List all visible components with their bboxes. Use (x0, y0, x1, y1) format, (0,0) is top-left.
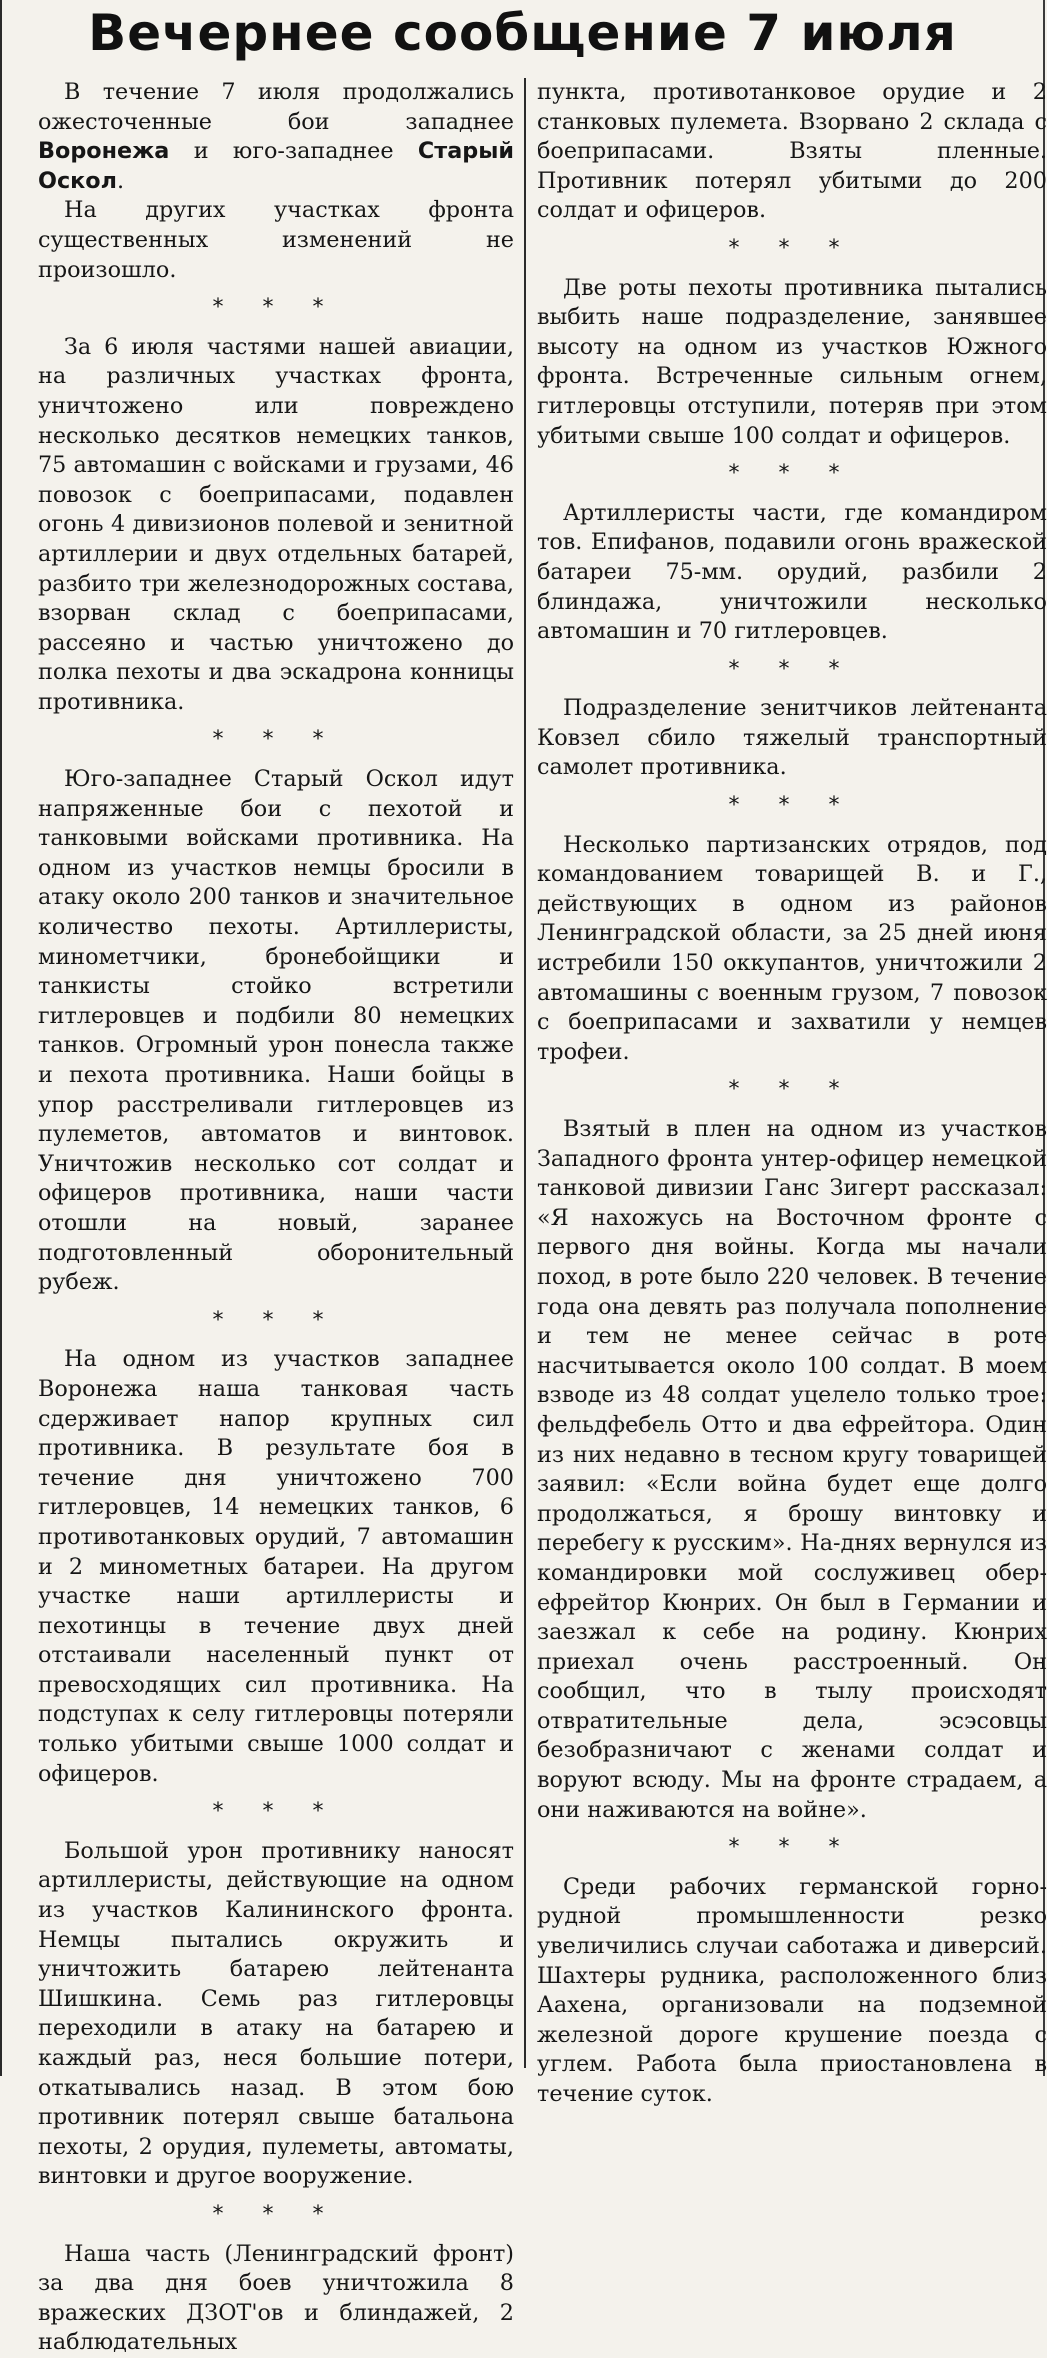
separator-stars: * * * (728, 656, 856, 682)
paragraph-stary-oskol: Юго-западнее Старый Оскол идут напряженные бои с пехотой и танковыми войсками противника. На одном из участков немцы бросили в атаку около 200 танков и значительное количество пехоты. Артиллеристы, минометчики, бронебойщики и танкисты стойко встретили гитлеровцев и подбили 80 немецких танков. Огромный урон понесла также и пехота противника. Наши бойцы в упор расстреливали гитлеровцев из пулеметов, автоматов и винтовок. Уничтожив несколько сот солдат и офицеров противника, наши части отошли на новый, заранее подготовленный оборонительный рубеж. (38, 766, 514, 1296)
paragraph-prisoner-testimony: Взятый в плен на одном из участков Западного фронта унтер-офицер немецкой танковой дивизии Ганс Зигерт рассказал: «Я нахожусь на Восточном фронте с первого дня войны. Когда мы начали поход, в роте было 220 человек. В течение года она девять раз получала пополнение и тем не менее сейчас в роте насчитывается около 100 солдат. В моем взводе из 48 солдат уцелело только трое: фельдфебель Отто и два ефрейтора. Один из них недавно в тесном кругу товарищей заявил: «Если война будет еще долго продолжаться, я брошу винтовку и перебегу к русским». На-днях вернулся из командировки мой сослуживец обер-ефрейтор Кюнрих. Он был в Германии и заезжал к себе на родину. Кюнрих приехал очень расстроенный. Он сообщил, что в тылу происходят отвратительные дела, эсэсовцы безобразничают с женами солдат и воруют всюду. Мы на фронте страдаем, а они наживаются на войне». (537, 1116, 1047, 1823)
separator-stars: * * * (728, 235, 856, 261)
right-column (537, 78, 1047, 2107)
left-column (38, 78, 514, 2356)
paragraph-no-changes: На других участках фронта существенных изменений не произошло. (38, 197, 514, 283)
separator-stars: * * * (728, 1077, 856, 1103)
separator-stars: * * * (212, 1307, 340, 1333)
separator-stars: * * * (212, 295, 340, 321)
paragraph-opening: В течение 7 июля продолжались ожесточенные бои западнее Воронежа и юго-западнее Старый Оскол. (38, 79, 514, 194)
paragraph-voronezh-tanks: На одном из участков западнее Воронежа наша танковая часть сдерживает напор крупных сил противника. В результате боя в течение дня уничтожено 700 гитлеровцев, 14 немецких танков, 6 противотанковых орудий, 7 автомашин и 2 минометных батареи. На другом участке наши артиллеристы и пехотинцы в течение двух дней отстаивали населенный пункт от превосходящих сил противника. На подступах к селу гитлеровцы потеряли только убитыми свыше 1000 солдат и офицеров. (38, 1346, 514, 1787)
paragraph-partisans: Несколько партизанских отрядов, под командованием товарищей В. и Г., действующих в одном из районов Ленинградской области, за 25 дней июня истребили 150 оккупантов, уничтожили 2 автомашины с военным грузом, 7 повозок с боеприпасами и захватили у немцев трофеи. (537, 831, 1047, 1065)
paragraph-kovzel-antiaircraft: Подразделение зенитчиков лейтенанта Ковзел сбило тяжелый транспортный самолет противника. (537, 695, 1047, 781)
headline: Вечернее сообщение 7 июля (88, 4, 957, 62)
place-voronezh: Воронежа (38, 138, 170, 165)
separator-stars: * * * (728, 793, 856, 819)
paragraph-kalinin-front: Большой урон противнику наносят артиллеристы, действующие на одном из участков Калининского фронта. Немцы пытались окружить и уничтожить батарею лейтенанта Шишкина. Семь раз гитлеровцы переходили в атаку на батарею и каждый раз, неся большие потери, откатывались назад. В этом бою противник потерял свыше батальона пехоты, 2 орудия, пулеметы, автоматы, винтовки и другое вооружение. (38, 1837, 514, 2190)
paragraph-german-sabotage: Среди рабочих германской горно-рудной промышленности резко увеличились случаи саботажа и диверсий. Шахтеры рудника, расположенного близ Аахена, организовали на подземной железной дороге крушение поезда с углем. Работа была приостановлена в течение суток. (537, 1873, 1047, 2107)
separator-stars: * * * (728, 461, 856, 487)
paragraph-leningrad-front-continued: пункта, противотанковое орудие и 2 станковых пулемета. Взорвано 2 склада с боеприпасами. Взяты пленные. Противник потерял убитыми до 200 солдат и офицеров. (537, 79, 1047, 224)
paragraph-southern-front: Две роты пехоты противника пытались выбить наше подразделение, занявшее высоту на одном из участков Южного фронта. Встреченные сильным огнем, гитлеровцы отступили, потеряв при этом убитыми свыше 100 солдат и офицеров. (537, 274, 1047, 449)
paragraph-leningrad-front: Наша часть (Ленинградский фронт) за два дня боев уничтожила 8 вражеских ДЗОТ'ов и блиндажей, 2 наблюдательных (38, 2240, 514, 2356)
separator-stars: * * * (728, 1835, 856, 1861)
separator-stars: * * * (212, 1799, 340, 1825)
separator-stars: * * * (212, 2201, 340, 2227)
paragraph-aviation: За 6 июля частями нашей авиации, на различных участках фронта, уничтожено или повреждено несколько десятков немецких танков, 75 автомашин с войсками и грузами, 46 повозок с боеприпасами, подавлен огонь 4 дивизионов полевой и зенитной артиллерии и двух отдельных батарей, разбито три железнодорожных состава, взорван склад с боеприпасами, рассеяно и частью уничтожено до полка пехоты и два эскадрона конницы противника. (38, 333, 514, 715)
column-divider (524, 78, 526, 2068)
paragraph-epifanov-artillery: Артиллеристы части, где командиром тов. Епифанов, подавили огонь вражеской батареи 75-мм. орудий, разбили 2 блиндажа, уничтожили несколько автомашин и 70 гитлеровцев. (537, 499, 1047, 645)
separator-stars: * * * (212, 727, 340, 753)
place-stary-oskol: Старый Оскол (38, 138, 514, 194)
